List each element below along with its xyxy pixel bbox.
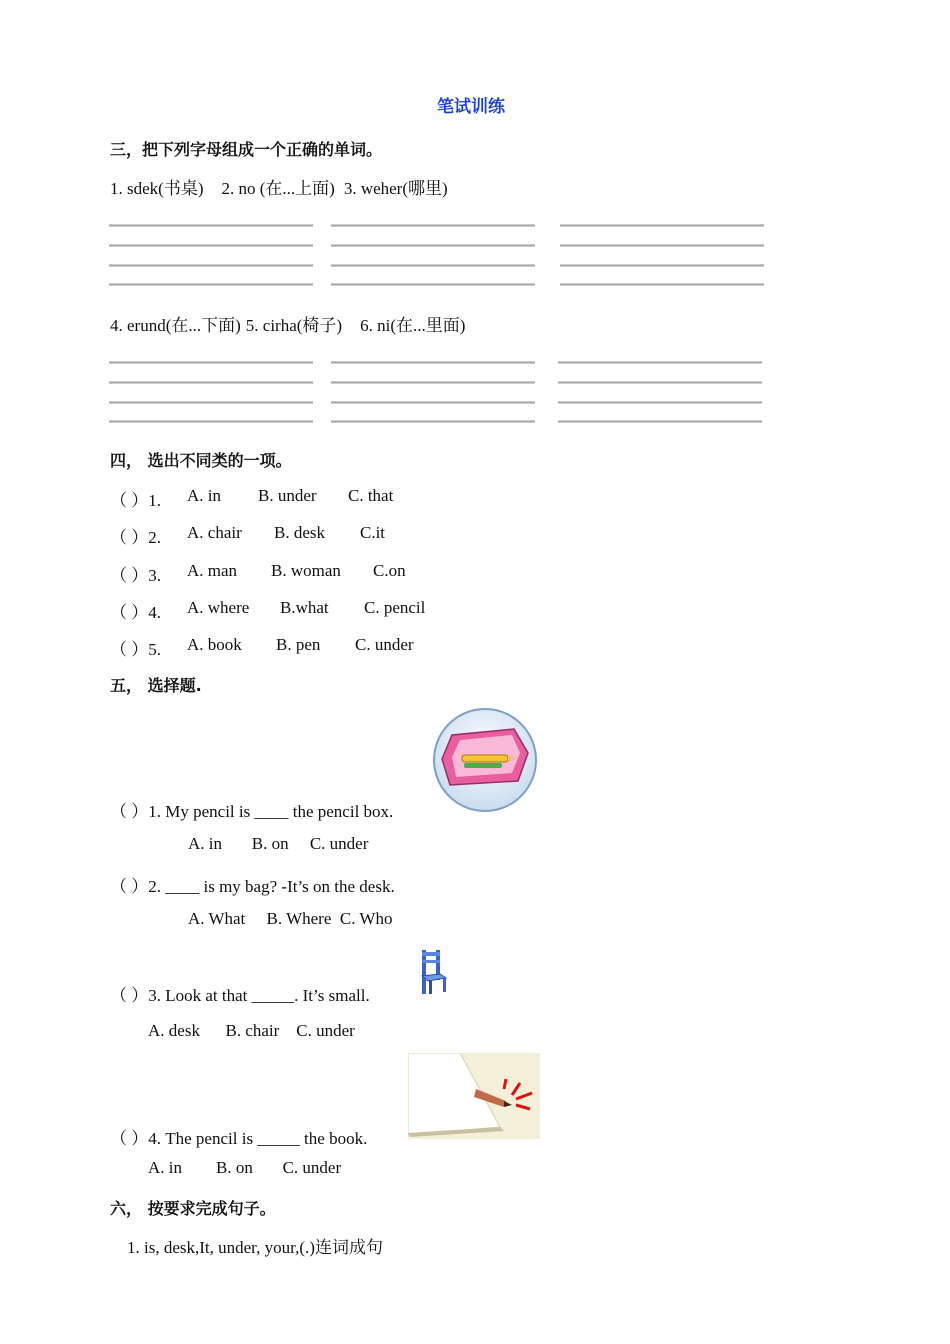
choice-row-2 (110, 523, 386, 548)
option-c: C. pencil (364, 598, 426, 617)
option-c: C. under (355, 635, 414, 654)
option-a: A. in (187, 486, 221, 505)
answer-bracket[interactable]: （ ）1. (110, 491, 161, 510)
question-2-options: A. What B. Where C. Who (188, 909, 393, 928)
question-1-options: A. in B. on C. under (188, 834, 369, 853)
word-item-1: 1. sdek(书桌) (110, 179, 204, 198)
writing-lines-2[interactable] (331, 224, 535, 288)
option-b: B. under (258, 486, 317, 505)
section-4-heading: 四， 选出不同类的一项。 (110, 451, 292, 470)
choice-row-5 (110, 635, 414, 660)
option-c: C. that (348, 486, 394, 505)
option-c: C.it (360, 523, 386, 542)
word-item-5: 5. cirha(椅子) (245, 316, 343, 335)
option-a: A. book (187, 635, 242, 654)
answer-bracket[interactable]: （ ）2. (110, 528, 161, 547)
option-a: A. man (187, 561, 238, 580)
section-3-line-2 (110, 311, 465, 336)
choice-row-3 (110, 561, 406, 586)
pencil-under-book-picture (408, 1053, 540, 1139)
option-b: B.what (280, 598, 329, 617)
writing-lines-1[interactable] (109, 224, 313, 288)
section-3-line-1 (110, 174, 448, 199)
writing-lines-5[interactable] (331, 361, 535, 425)
word-item-3: 3. weher(哪里) (343, 179, 448, 198)
writing-lines-6[interactable] (558, 361, 762, 425)
answer-bracket[interactable]: （ ）3. (110, 566, 161, 585)
option-c: C.on (373, 561, 406, 580)
option-b: B. woman (271, 561, 341, 580)
question-4-options: A. in B. on C. under (148, 1158, 342, 1177)
answer-bracket[interactable]: （ ）4. (110, 603, 161, 622)
section-6-question-1: 1. is, desk,It, under, your,(.)连词成句 (127, 1238, 383, 1257)
question-4: （ ）4. The pencil is _____ the book. (110, 1129, 368, 1148)
section-5-heading: 五， 选择题. (110, 676, 202, 695)
option-b: B. pen (276, 635, 321, 654)
writing-lines-3[interactable] (560, 224, 764, 288)
question-2: （ ）2. ____ is my bag? -It’s on the desk. (110, 877, 395, 896)
question-1: （ ）1. My pencil is ____ the pencil box. (110, 802, 394, 821)
choice-row-4 (110, 598, 426, 623)
word-item-4: 4. erund(在...下面) (110, 316, 241, 335)
choice-row-1 (110, 486, 394, 511)
word-item-6: 6. ni(在...里面) (360, 316, 466, 335)
answer-bracket[interactable]: （ ）5. (110, 640, 161, 659)
option-a: A. chair (187, 523, 242, 542)
option-a: A. where (187, 598, 250, 617)
chair-picture (416, 948, 448, 996)
section-3-heading: 三，把下列字母组成一个正确的单词。 (110, 140, 383, 159)
question-3-options: A. desk B. chair C. under (148, 1021, 355, 1040)
pencil-box-picture (432, 707, 538, 813)
section-6-heading: 六， 按要求完成句子。 (110, 1199, 276, 1218)
writing-lines-4[interactable] (109, 361, 313, 425)
word-item-2: 2. no (在...上面) (221, 179, 335, 198)
option-b: B. desk (274, 523, 325, 542)
question-3: （ ）3. Look at that _____. It’s small. (110, 986, 370, 1005)
page-title: 笔试训练 (437, 97, 505, 117)
